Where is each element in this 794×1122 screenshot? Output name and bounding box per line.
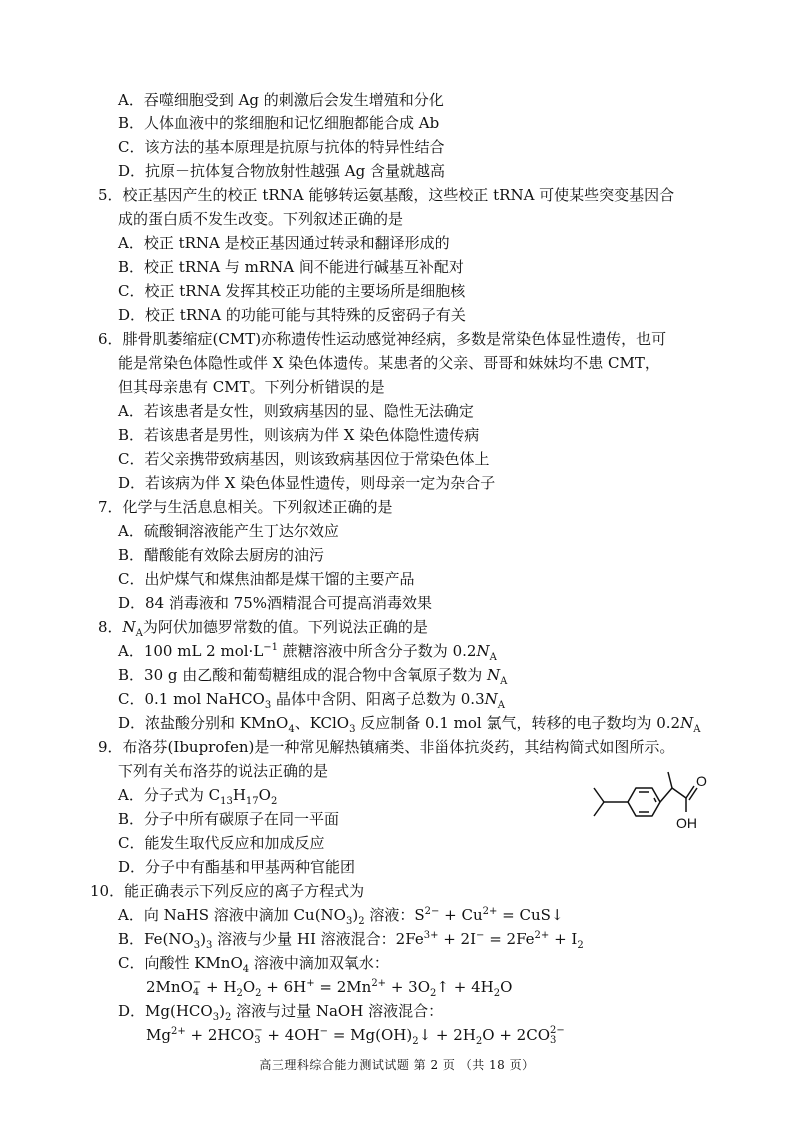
eq-d-9: ↓ + 2H (418, 1026, 476, 1044)
eq-c-1: 4 (192, 987, 200, 998)
eq-c-13: ↑ + 4H (436, 978, 494, 996)
q9-a-sub3: 2 (270, 796, 278, 807)
eq-c-9: = 2Mn (314, 978, 372, 996)
q5-stem-line2: 成的蛋白质不发生改变。下列叙述正确的是 (118, 210, 404, 228)
q4-option-d: D．抗原－抗体复合物放射性越强 Ag 含量就越高 (118, 162, 445, 180)
q10-option-c (118, 952, 389, 974)
q7-option-d: D．84 消毒液和 75%酒精混合可提高消毒效果 (118, 594, 432, 612)
q10-b-s9: 2+ (534, 930, 550, 941)
q10-d-equation (146, 1024, 565, 1046)
ibuprofen-structure (588, 758, 728, 838)
eq-d-13: 2− (550, 1025, 565, 1036)
q6-option-c: C．若父亲携带致病基因，则该致病基因位于常染色体上 (118, 450, 490, 468)
q8-a-text: A．100 mL 2 mol·L (118, 642, 264, 660)
q10-d-t4: 溶液与过量 NaOH 溶液混合： (231, 1002, 444, 1020)
eq-c-4: 2 (236, 988, 243, 999)
eq-c-11: + 3O (386, 978, 431, 996)
q10-c-equation (146, 976, 512, 998)
eq-d-12: 3 (550, 1035, 557, 1046)
q8-a-sup: −1 (263, 642, 279, 653)
eq-d-stack2 (550, 1026, 565, 1046)
q10-b-s11: 2 (577, 940, 584, 951)
q8-b-text: B．30 g 由乙酸和葡萄糖组成的混合物中含氧原子数为 (118, 666, 488, 684)
avogadro-symbol: N (484, 690, 498, 708)
q9-stem-line1: 9．布洛芬(Ibuprofen)是一种常见解热镇痛类、非甾体抗炎药，其结构简式如图所示。 (98, 738, 675, 756)
q10-b-t10: + I (549, 930, 578, 948)
eq-d-10: 2 (475, 1036, 483, 1047)
q7-option-b: B．醋酸能有效除去厨房的油污 (118, 546, 325, 564)
eq-c-3: + H (201, 978, 237, 996)
q8-option-b (118, 664, 507, 686)
q8-stem (98, 616, 428, 638)
q10-stem: 10．能正确表示下列反应的离子方程式为 (90, 882, 365, 900)
q10-a-t0: A．向 NaHS 溶液中滴加 Cu(NO (118, 906, 346, 924)
q6-stem-line3: 但其母亲患有 CMT。下列分析错误的是 (118, 378, 385, 396)
q6-stem-line1: 6．腓骨肌萎缩症(CMT)亦称遗传性运动感觉神经病，多数是常染色体显性遗传，也可 (98, 330, 667, 348)
eq-d-stack1 (254, 1026, 262, 1046)
q10-c-t0: C．向酸性 KMnO (118, 954, 243, 972)
eq-c-14: 2 (493, 988, 501, 999)
q9-option-a (118, 784, 277, 806)
q10-c-s1: 4 (242, 964, 250, 975)
q10-b-t0: B．Fe(NO (118, 930, 194, 948)
q10-a-t2: ) (352, 906, 359, 924)
q10-b-t4: 溶液与少量 HI 溶液混合：2Fe (212, 930, 424, 948)
eq-d-11: O + 2CO (482, 1026, 550, 1044)
eq-c-10: 2+ (371, 978, 387, 989)
eq-c-5: O (242, 978, 256, 996)
q9-option-d: D．分子中有酯基和甲基两种官能团 (118, 858, 356, 876)
q10-c-t2: 溶液中滴加双氧水： (249, 954, 389, 972)
eq-d-4: − (254, 1025, 263, 1036)
q4-option-b: B．人体血液中的浆细胞和记忆细胞都能合成 Ab (118, 114, 440, 132)
avogadro-subscript: A (489, 652, 497, 663)
eq-d-2: + 2HCO (185, 1026, 255, 1044)
q10-option-d (118, 1000, 443, 1022)
q7-option-a: A．硫酸铜溶液能产生丁达尔效应 (118, 522, 339, 540)
q10-d-s1: 3 (212, 1012, 220, 1023)
q10-b-t8: = 2Fe (484, 930, 535, 948)
eq-d-3: 3 (254, 1035, 261, 1046)
q10-b-t2: ) (200, 930, 206, 948)
q8-number: 8． (98, 618, 123, 636)
q10-b-s5: 3+ (423, 930, 439, 941)
q8-c-sub: 3 (264, 700, 272, 711)
q9-a-sub2: 17 (245, 796, 259, 807)
q10-b-s3: 3 (206, 940, 213, 951)
q10-d-t2: ) (219, 1002, 225, 1020)
eq-c-8: + (306, 978, 315, 989)
eq-c-15: O (500, 978, 513, 996)
q5-option-c: C．校正 tRNA 发挥其校正功能的主要场所是细胞核 (118, 282, 466, 300)
hydroxyl-label: OH (676, 815, 697, 831)
q10-d-s3: 2 (224, 1012, 232, 1023)
q10-option-a (118, 904, 563, 926)
q6-option-d: D．若该病为伴 X 染色体显性遗传，则母亲一定为杂合子 (118, 474, 496, 492)
q10-option-b (118, 928, 584, 950)
q8-d-sub1: 4 (288, 724, 295, 735)
q8-option-c (118, 688, 505, 710)
q9-a-sub1: 13 (220, 796, 233, 807)
q10-a-s5: 2− (424, 906, 440, 917)
q10-b-t6: + 2I (438, 930, 477, 948)
q10-b-s7: − (476, 930, 485, 941)
q8-stem-text: 为阿伏加德罗常数的值。下列说法正确的是 (142, 618, 428, 636)
q9-option-b: B．分子中所有碳原子在同一平面 (118, 810, 340, 828)
avogadro-symbol: N (487, 666, 501, 684)
q10-a-t4: 溶液：S (364, 906, 425, 924)
q10-a-t6: + Cu (439, 906, 483, 924)
avogadro-symbol: N (122, 618, 136, 636)
q10-d-t0: D．Mg(HCO (118, 1002, 213, 1020)
q5-stem-line1: 5．校正基因产生的校正 tRNA 能够转运氨基酸，这些校正 tRNA 可使某些突变基因合 (98, 186, 675, 204)
q4-option-a: A．吞噬细胞受到 Ag 的刺激后会发生增殖和分化 (118, 91, 444, 109)
avogadro-subscript: A (497, 700, 505, 711)
eq-c-6: 2 (255, 988, 262, 999)
avogadro-symbol: N (476, 642, 490, 660)
avogadro-symbol: N (680, 714, 694, 732)
page-footer: 高三理科综合能力测试试题 第 2 页 （共 18 页） (259, 1058, 535, 1072)
q7-option-c: C．出炉煤气和煤焦油都是煤干馏的主要产品 (118, 570, 415, 588)
q9-a-text: A．分子式为 C (118, 786, 221, 804)
q8-d-text2: 、KClO (294, 714, 350, 732)
eq-d-7: = Mg(OH) (328, 1026, 413, 1044)
carbonyl-oxygen-label: O (696, 773, 707, 789)
q8-option-d (118, 712, 700, 734)
q9-a-text2: H (232, 786, 246, 804)
avogadro-subscript: A (693, 724, 701, 735)
q10-a-t8: = CuS↓ (497, 906, 564, 924)
q6-option-a: A．若该患者是女性，则致病基因的显、隐性无法确定 (118, 402, 474, 420)
q8-c-text2: 晶体中含阴、阳离子总数为 0.3 (271, 690, 485, 708)
q10-a-s1: 3 (345, 916, 353, 927)
avogadro-subscript: A (500, 676, 508, 687)
eq-c-12: 2 (430, 988, 437, 999)
q8-option-a (118, 640, 497, 662)
eq-d-1: 2+ (170, 1026, 186, 1037)
q9-a-text3: O (258, 786, 271, 804)
q10-b-s1: 3 (193, 940, 201, 951)
q9-option-c: C．能发生取代反应和加成反应 (118, 834, 325, 852)
q9-stem-line2: 下列有关布洛芬的说法正确的是 (118, 762, 329, 780)
q5-option-d: D．校正 tRNA 的功能可能与其特殊的反密码子有关 (118, 306, 466, 324)
eq-c-0: 2MnO (146, 978, 193, 996)
q8-c-text: C．0.1 mol NaHCO (118, 690, 265, 708)
eq-c-2: − (192, 977, 202, 988)
q10-a-s3: 2 (358, 916, 365, 927)
eq-d-0: Mg (146, 1026, 171, 1044)
eq-d-8: 2 (412, 1036, 419, 1047)
q10-a-s7: 2+ (482, 906, 498, 917)
q8-d-text3: 反应制备 0.1 mol 氯气，转移的电子数均为 0.2 (355, 714, 681, 732)
eq-c-stack (193, 978, 201, 998)
q8-d-sub2: 3 (349, 724, 356, 735)
q5-option-b: B．校正 tRNA 与 mRNA 间不能进行碱基互补配对 (118, 258, 464, 276)
q8-a-text2: 蔗糖溶液中所含分子数为 0.2 (278, 642, 477, 660)
q8-d-text: D．浓盐酸分别和 KMnO (118, 714, 289, 732)
q6-stem-line2: 能是常染色体隐性或伴 X 染色体遗传。某患者的父亲、哥哥和妹妹均不患 CMT， (118, 354, 660, 372)
avogadro-subscript: A (135, 628, 143, 639)
q4-option-c: C．该方法的基本原理是抗原与抗体的特异性结合 (118, 138, 445, 156)
q6-option-b: B．若该患者是男性，则该病为伴 X 染色体隐性遗传病 (118, 426, 480, 444)
eq-d-6: − (319, 1026, 329, 1037)
eq-c-7: + 6H (261, 978, 307, 996)
eq-d-5: + 4OH (262, 1026, 320, 1044)
q5-option-a: A．校正 tRNA 是校正基因通过转录和翻译形成的 (118, 234, 450, 252)
q7-stem: 7．化学与生活息息相关。下列叙述正确的是 (98, 498, 393, 516)
